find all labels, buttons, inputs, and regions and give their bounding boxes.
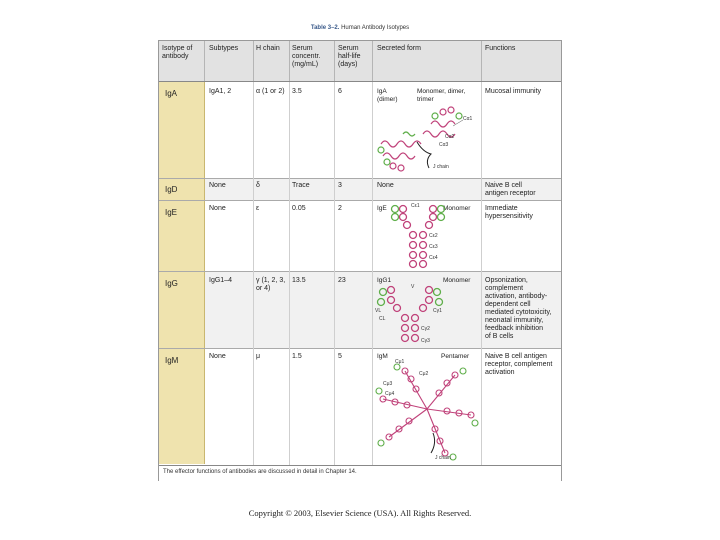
copyright-notice: Copyright © 2003, Elsevier Science (USA). All Rights Reserved.: [248, 508, 472, 518]
igg-v-label: V: [411, 284, 415, 290]
secreted-label: None: [377, 182, 394, 189]
halflife-cell: 3: [338, 182, 342, 189]
hchain-cell: δ: [256, 182, 260, 189]
header-hchain: H chain: [256, 45, 280, 52]
header-functions: Functions: [485, 45, 516, 52]
header-secreted-form: Secreted form: [377, 45, 421, 52]
table-caption: [0, 25, 720, 31]
form-label: Monomer: [443, 277, 471, 284]
functions-cell: Immediate hypersensitivity: [485, 205, 533, 220]
iga-ca2-label: Cα2: [445, 134, 455, 140]
igg-cl-label: CL: [379, 316, 386, 322]
iga-ca1-label: Cα1: [463, 116, 473, 122]
hchain-cell: μ: [256, 353, 261, 360]
header-serum-halflife: Serum half-life (days): [338, 45, 361, 68]
isotype-label: IgG: [165, 279, 178, 288]
conc-cell: 13.5: [292, 277, 306, 284]
isotype-label: IgE: [165, 208, 178, 217]
isotype-cell: [159, 201, 205, 271]
row-igg: [159, 272, 561, 349]
igg-cg3-label: Cγ3: [421, 338, 430, 344]
functions-cell: Opsonization, complement activation, antibody- dependent cell mediated cytotoxicity, neonatal immunity, feedback inhibition of B cells: [485, 277, 552, 340]
subtypes-cell: None: [209, 205, 226, 212]
subtypes-cell: None: [209, 182, 226, 189]
conc-cell: Trace: [292, 182, 310, 189]
igg-monomer-diagram: [375, 282, 447, 346]
conc-cell: 3.5: [292, 88, 302, 95]
halflife-cell: 6: [338, 88, 342, 95]
row-iga: [159, 82, 561, 179]
iga-jchain-label: J chain: [433, 164, 449, 170]
igm-cu2-label: Cμ2: [419, 371, 429, 377]
subtypes-cell: IgG1–4: [209, 277, 232, 284]
functions-cell: Mucosal immunity: [485, 88, 542, 95]
table-number: Table 3–2.: [310, 25, 340, 31]
header-serum-conc: Serum concentr. (mg/mL): [292, 45, 321, 68]
ige-monomer-diagram: [389, 203, 449, 269]
igm-jchain-label: J chain: [435, 455, 451, 461]
isotype-label: IgA: [165, 89, 178, 98]
isotype-cell: [159, 82, 205, 178]
igg-cg2-label: Cγ2: [421, 326, 430, 332]
hchain-cell: ε: [256, 205, 260, 212]
igm-cu4-label: Cμ4: [385, 391, 395, 397]
functions-cell: Naive B cell antigen receptor: [485, 182, 536, 197]
secreted-label: IgA (dimer): [377, 88, 398, 103]
isotype-label: IgD: [165, 185, 178, 194]
row-igd: [159, 179, 561, 201]
secreted-label: IgG1: [377, 277, 392, 284]
secreted-label: IgE: [377, 205, 387, 212]
conc-cell: 0.05: [292, 205, 306, 212]
table-title: Human Antibody Isotypes: [341, 25, 410, 31]
header-isotype: Isotype of antibody: [162, 45, 193, 60]
isotype-cell: [159, 349, 205, 464]
row-igm: [159, 349, 561, 464]
isotype-cell: [159, 272, 205, 348]
isotype-cell: [159, 179, 205, 200]
functions-cell: Naive B cell antigen receptor, complement activation: [485, 353, 553, 376]
antibody-isotype-table: [158, 40, 562, 481]
hchain-cell: α (1 or 2): [256, 88, 285, 95]
iga-dimer-diagram: [373, 104, 481, 176]
secreted-label: IgM: [377, 353, 388, 360]
halflife-cell: 23: [338, 277, 346, 284]
footnote-text: The effector functions of antibodies are discussed in detail in Chapter 14.: [163, 469, 357, 475]
form-label: Monomer: [443, 205, 471, 212]
ige-ce1-label: Cε1: [411, 203, 420, 209]
ige-ce2-label: Cε2: [429, 233, 438, 239]
header-subtypes: Subtypes: [209, 45, 239, 52]
isotype-label: IgM: [165, 356, 179, 365]
igg-cg1-label: Cγ1: [433, 308, 442, 314]
form-label: Pentamer: [441, 353, 470, 360]
table-header: [159, 41, 561, 82]
iga-ca3-label: Cα3: [439, 142, 449, 148]
igm-cu3-label: Cμ3: [383, 381, 393, 387]
form-label: Monomer, dimer, trimer: [417, 88, 466, 103]
hchain-cell: γ (1, 2, 3, or 4): [256, 277, 286, 292]
ige-ce4-label: Cε4: [429, 255, 438, 261]
igm-cu1-label: Cμ1: [395, 359, 405, 365]
igm-pentamer-diagram: [375, 357, 479, 463]
subtypes-cell: None: [209, 353, 226, 360]
igg-vl-label: VL: [375, 308, 382, 314]
conc-cell: 1.5: [292, 353, 302, 360]
ige-ce3-label: Cε3: [429, 244, 438, 250]
halflife-cell: 2: [338, 205, 342, 212]
table-footnote: [159, 465, 561, 481]
subtypes-cell: IgA1, 2: [209, 88, 232, 95]
row-ige: [159, 201, 561, 272]
halflife-cell: 5: [338, 353, 342, 360]
